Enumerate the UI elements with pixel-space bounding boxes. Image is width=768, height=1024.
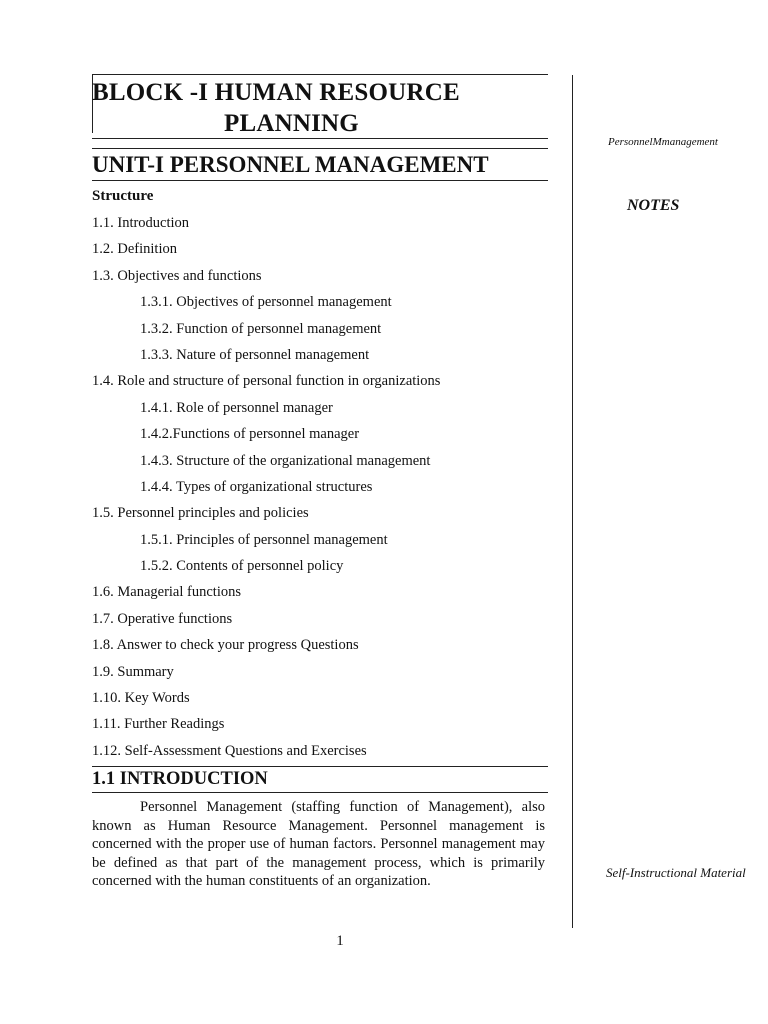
block-title-line-1: BLOCK -I HUMAN RESOURCE <box>92 79 460 106</box>
toc-item: 1.10. Key Words <box>92 690 190 707</box>
toc-item: 1.3.1. Objectives of personnel management <box>140 294 392 311</box>
toc-item: 1.3.2. Function of personnel management <box>140 320 382 337</box>
toc-item: 1.7. Operative functions <box>92 610 233 627</box>
unit-title: UNIT-I PERSONNEL MANAGEMENT <box>92 152 489 177</box>
toc-item: 1.4.1. Role of personnel manager <box>140 399 333 416</box>
page-number: 1 <box>336 933 344 949</box>
intro-bottom-rule <box>92 792 548 793</box>
margin-divider <box>572 75 573 928</box>
toc-item: 1.2. Definition <box>92 241 177 258</box>
toc-item: 1.11. Further Readings <box>92 716 225 733</box>
toc-item: 1.4.4. Types of organizational structures <box>140 478 373 495</box>
toc-item: 1.4.2.Functions of personnel manager <box>140 426 360 443</box>
running-header: PersonnelMmanagement <box>608 136 718 148</box>
toc-item: 1.6. Managerial functions <box>92 584 241 601</box>
toc-item: 1.12. Self-Assessment Questions and Exercises <box>92 742 367 759</box>
introduction-paragraph: Personnel Management (staffing function of Management), also known as Human Resource Management. Personnel management is concerned with the proper use of human factors. Personnel management may be defined as that part of the management process, which is primarily concerned with the human constituents of an organization. <box>92 799 545 890</box>
toc-item: 1.5.2. Contents of personnel policy <box>140 558 344 575</box>
running-footer: Self-Instructional Material <box>606 865 746 880</box>
top-rule <box>92 74 548 75</box>
toc-item: 1.5. Personnel principles and policies <box>92 505 309 522</box>
toc-item: 1.3.3. Nature of personnel management <box>140 346 370 363</box>
unit-title-top-rule <box>92 148 548 149</box>
structure-heading: Structure <box>92 188 154 204</box>
toc-item: 1.8. Answer to check your progress Questions <box>92 637 359 654</box>
notes-label: NOTES <box>627 197 680 214</box>
toc-item: 1.9. Summary <box>92 663 174 680</box>
toc-item: 1.5.1. Principles of personnel management <box>140 531 388 548</box>
toc-item: 1.4.3. Structure of the organizational management <box>140 452 431 469</box>
unit-title-bottom-rule <box>92 180 548 181</box>
introduction-heading: 1.1 INTRODUCTION <box>92 769 268 789</box>
block-title <box>92 77 548 139</box>
toc-item: 1.4. Role and structure of personal function in organizations <box>92 373 441 390</box>
block-title-line-2: PLANNING <box>224 110 359 137</box>
toc-item: 1.3. Objectives and functions <box>92 267 262 284</box>
toc-item: 1.1. Introduction <box>92 215 190 231</box>
table-of-contents <box>92 213 548 767</box>
